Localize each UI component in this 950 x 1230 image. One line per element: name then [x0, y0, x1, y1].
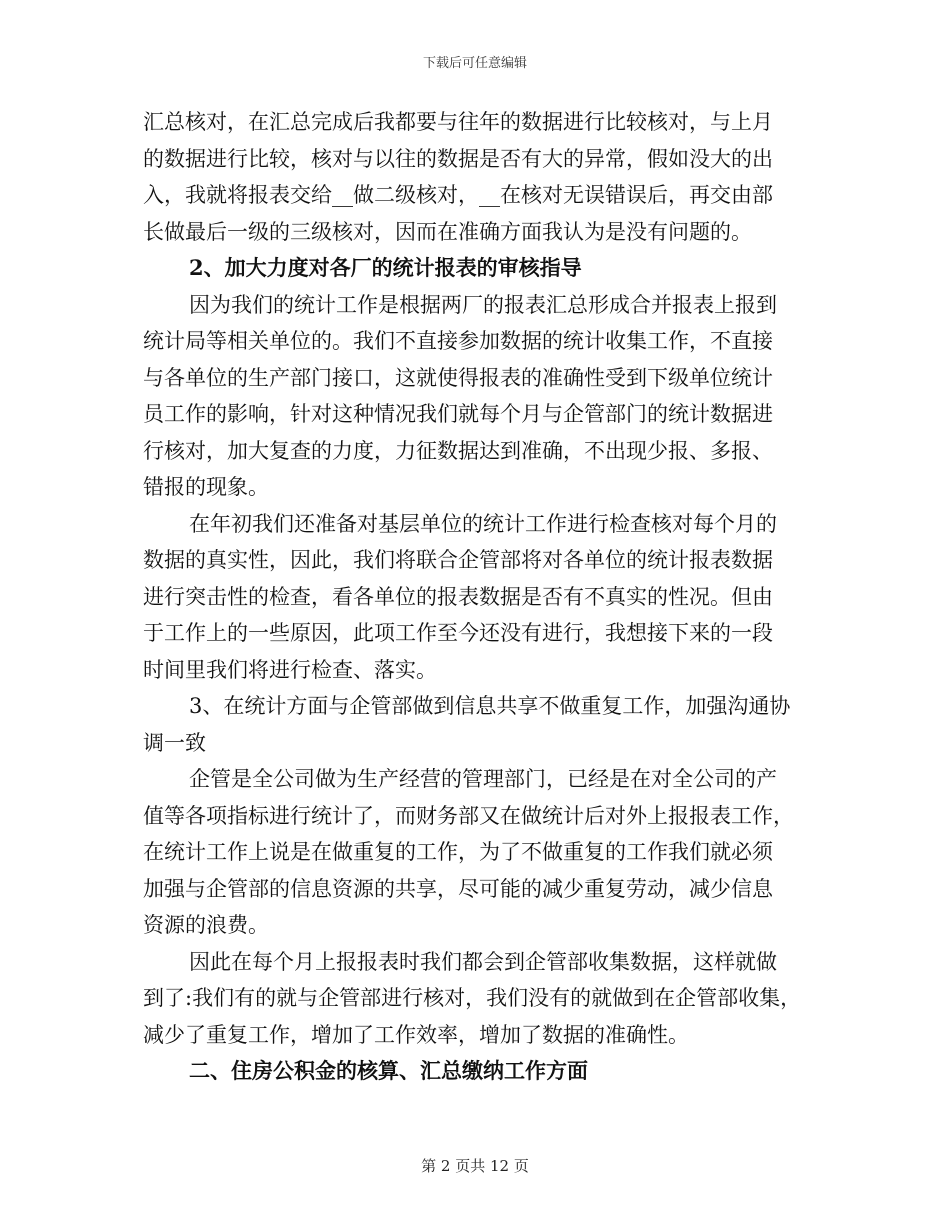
text-line: 统计局等相关单位的。我们不直接参加数据的统计收集工作，不直接: [143, 329, 773, 353]
text-line: 长做最后一级的三级核对，因而在准确方面我认为是没有问题的。: [143, 219, 752, 244]
page-header: 下载后可任意编辑: [422, 56, 527, 71]
paragraph-first-line: 在年初我们还准备对基层单位的统计工作进行检查核对每个月的: [189, 511, 777, 536]
section-heading: 2、加大力度对各厂的统计报表的审核指导: [189, 255, 582, 280]
document-body: [143, 104, 813, 1090]
text-line: 入，我就将报表交给__做二级核对，__在核对无误错误后，再交由部: [143, 183, 773, 207]
paragraph-first-line: 3、在统计方面与企管部做到信息共享不做重复工作，加强沟通协: [189, 694, 791, 718]
text-line: 资源的浪费。: [143, 913, 269, 937]
text-line: 值等各项指标进行统计了，而财务部又在做统计后对外上报报表工作，: [143, 803, 794, 828]
text-line: 减少了重复工作，增加了工作效率，增加了数据的准确性。: [143, 1022, 689, 1047]
page-footer: 第 2 页共 12 页: [421, 1157, 529, 1175]
text-line: 于工作上的一些原因，此项工作至今还没有进行，我想接下来的一段: [143, 621, 773, 645]
text-line: 数据的真实性，因此，我们将联合企管部将对各单位的统计报表数据: [143, 548, 773, 572]
paragraph-first-line: 企管是全公司做为生产经营的管理部门，已经是在对全公司的产: [189, 767, 777, 791]
text-line: 在统计工作上说是在做重复的工作，为了不做重复的工作我们就必须: [143, 840, 773, 864]
text-line: 汇总核对，在汇总完成后我都要与往年的数据进行比较核对，与上月: [143, 110, 773, 134]
text-line: 调一致: [143, 730, 206, 755]
text-line: 与各单位的生产部门接口，这就使得报表的准确性受到下级单位统计: [143, 365, 773, 390]
text-line: 到了:我们有的就与企管部进行核对，我们没有的就做到在企管部收集，: [143, 986, 802, 1010]
text-line: 的数据进行比较，核对与以往的数据是否有大的异常，假如没大的出: [143, 146, 773, 171]
text-line: 加强与企管部的信息资源的共享，尽可能的减少重复劳动，减少信息: [143, 876, 773, 901]
paragraph-first-line: 因为我们的统计工作是根据两厂的报表汇总形成合并报表上报到: [189, 292, 777, 317]
text-line: 员工作的影响，针对这种情况我们就每个月与企管部门的统计数据进: [143, 402, 773, 426]
text-line: 进行突击性的检查，看各单位的报表数据是否有不真实的性况。但由: [143, 584, 773, 609]
paragraph-first-line: 因此在每个月上报报表时我们都会到企管部收集数据，这样就做: [189, 949, 777, 974]
section-heading: 二、住房公积金的核算、汇总缴纳工作方面: [189, 1058, 588, 1083]
text-line: 错报的现象。: [143, 475, 269, 499]
text-line: 时间里我们将进行检查、落实。: [143, 657, 437, 682]
text-line: 行核对，加大复查的力度，力征数据达到准确，不出现少报、多报、: [143, 438, 773, 463]
